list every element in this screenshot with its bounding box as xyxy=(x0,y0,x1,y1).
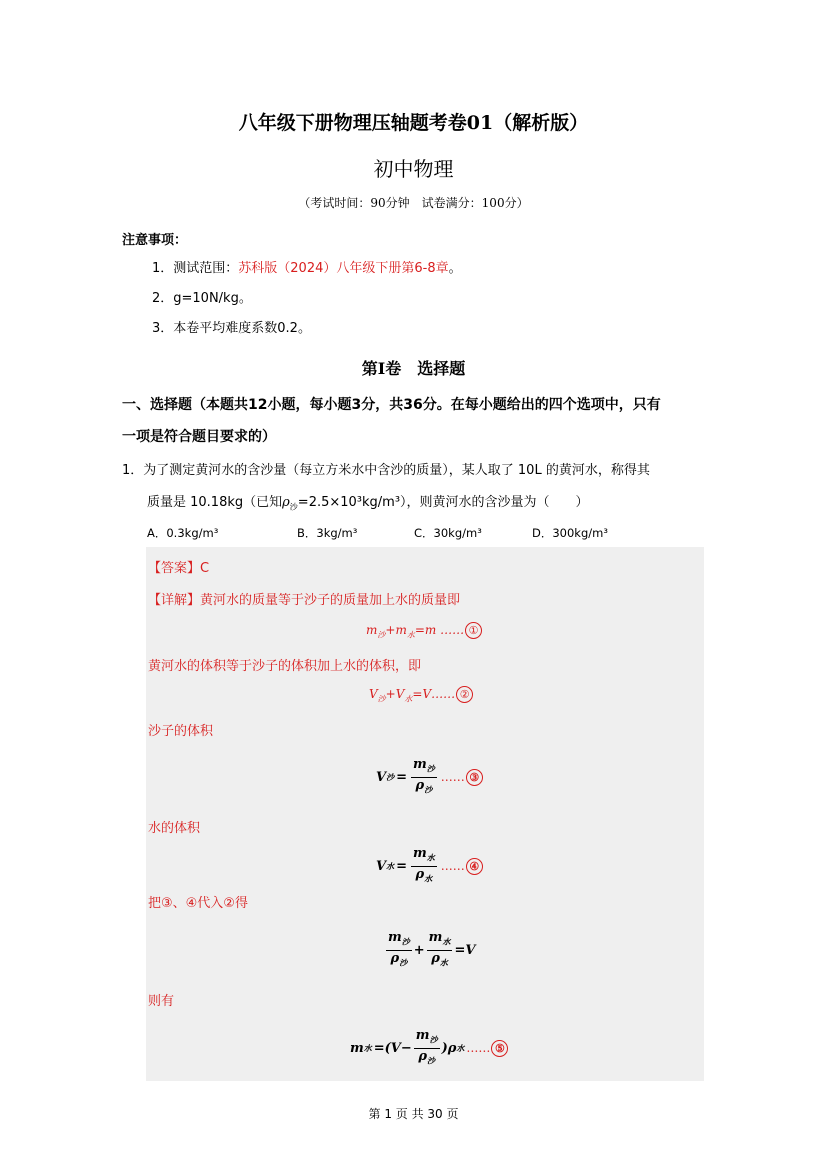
circle-4-marker: ④ xyxy=(466,858,483,875)
circle-3-marker: ③ xyxy=(466,769,483,786)
subject-title: 初中物理 xyxy=(373,157,454,181)
exam-info: （考试时间：90分钟 试卷满分：100分） xyxy=(298,196,529,210)
solution-text-6: 则有 xyxy=(148,994,175,1009)
circle-5-marker: ⑤ xyxy=(491,1040,508,1057)
circle-2-marker: ② xyxy=(456,686,473,703)
answer-value: C xyxy=(200,561,210,576)
page-footer: 第 1 页 共 30 页 xyxy=(368,1107,459,1121)
equation-1: $m_沙+m_水=m$ …… ① xyxy=(366,622,482,640)
option-a: A．0.3kg/m³ xyxy=(147,526,219,540)
equation-sum: $\frac{m_沙}{\rho_沙}$ + $\frac{m_水}{\rho_水}$ =V xyxy=(384,930,475,970)
question-1-line2: 质量是 10.18kg（已知$\rho_沙=2.5\times 10^3kg/m^3$），则黄河水的含沙量为（ ） xyxy=(147,495,589,512)
fraction-sand: $\frac{m_沙}{\rho_沙}$ xyxy=(388,930,410,968)
option-c: C．30kg/m³ xyxy=(414,526,482,540)
detail-line: 【详解】黄河水的质量等于沙子的质量加上水的质量即 xyxy=(148,593,461,608)
solution-text-3: 沙子的体积 xyxy=(148,724,214,739)
test-scope: 苏科版（2024）八年级下册第6-8章 xyxy=(238,261,449,276)
detail-label: 【详解】 xyxy=(148,593,201,608)
equation-4: V 水 = $\frac{m_水}{\rho_水}$ …… ④ xyxy=(376,846,483,886)
question-1-line1: 1．为了测定黄河水的含沙量（每立方米水中含沙的质量），某人取了 10L 的黄河水，称得其 xyxy=(122,463,650,478)
equation-3: V 沙 = $\frac{m_沙}{\rho_沙}$ …… ③ xyxy=(376,757,483,797)
circle-1-marker: ① xyxy=(465,622,482,639)
note-1: 1．测试范围：苏科版（2024）八年级下册第6-8章。 xyxy=(152,261,462,276)
option-d: D．300kg/m³ xyxy=(532,526,608,540)
part-heading-line1: 一、选择题（本题共12小题，每小题3分，共36分。在每小题给出的四个选项中，只有 xyxy=(122,397,661,413)
page-title: 八年级下册物理压轴题考卷01（解析版） xyxy=(238,112,589,134)
solution-text-4: 水的体积 xyxy=(148,821,201,836)
option-b: B．3kg/m³ xyxy=(297,526,358,540)
equation-5: m 水 =(V− $\frac{m_沙}{\rho_沙}$ ) ρ 水 …… ⑤ xyxy=(350,1028,508,1068)
part-heading-line2: 一项是符合题目要求的） xyxy=(122,429,276,445)
section-title: 第Ⅰ卷 选择题 xyxy=(361,359,466,378)
answer-label: 【答案】 xyxy=(148,561,201,576)
note-2: 2．g=10N/kg。 xyxy=(152,291,252,306)
note-3: 3．本卷平均难度系数0.2。 xyxy=(152,321,311,336)
solution-text-2: 黄河水的体积等于沙子的体积加上水的体积，即 xyxy=(148,659,422,674)
fraction-m-sand-over-rho-sand: $\frac{m_沙}{\rho_沙}$ xyxy=(413,757,435,795)
fraction-m-water-over-rho-water: $\frac{m_水}{\rho_水}$ xyxy=(413,846,435,884)
notes-heading: 注意事项： xyxy=(122,233,188,248)
answer-line xyxy=(148,557,209,576)
equation-2: $V_沙+V_水=V\dots\dots$ ② xyxy=(369,686,473,704)
solution-text-5: 把③、④代入②得 xyxy=(148,896,248,911)
fraction-water: $\frac{m_水}{\rho_水}$ xyxy=(428,930,451,968)
fraction-sand-eq5: $\frac{m_沙}{\rho_沙}$ xyxy=(415,1028,438,1066)
